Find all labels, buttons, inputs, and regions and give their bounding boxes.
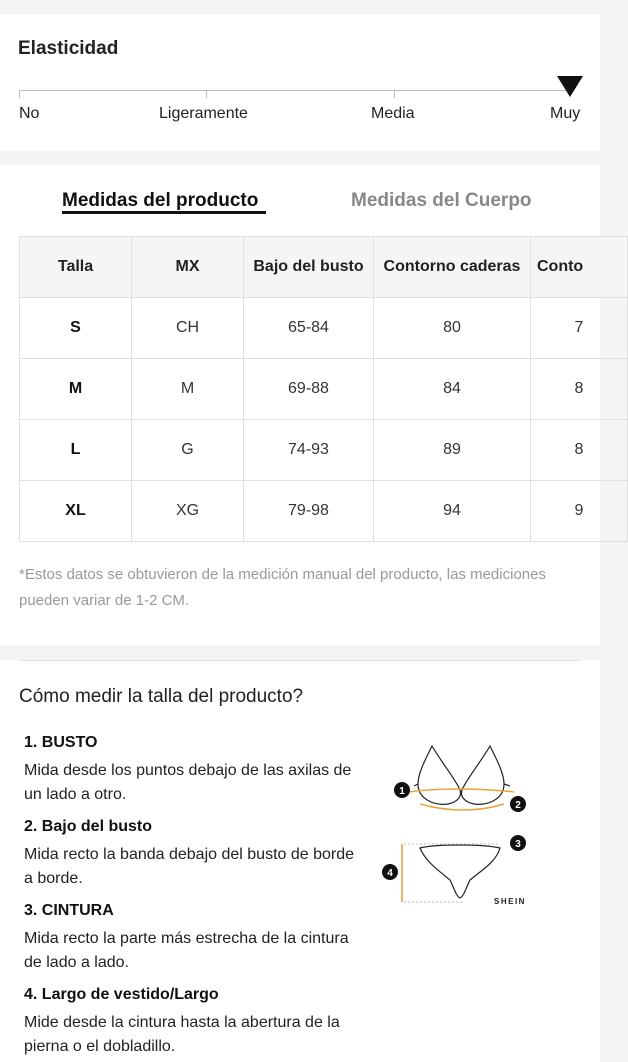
- marker-3-label: 3: [515, 839, 521, 850]
- marker-1-label: 1: [399, 786, 405, 797]
- tab-body-measurements[interactable]: Medidas del Cuerpo: [351, 190, 532, 211]
- step-description: Mida desde los puntos debajo de las axilas de un lado a otro.: [24, 762, 352, 803]
- divider: [19, 660, 581, 661]
- elasticity-tick: [394, 90, 395, 98]
- underbust-line: [420, 804, 504, 810]
- tab-product-measurements[interactable]: Medidas del producto: [62, 190, 259, 211]
- table-row: [20, 298, 628, 359]
- marker-2-label: 2: [515, 800, 521, 811]
- cell-bajo-busto: 69-88: [244, 359, 374, 420]
- step-bajo-busto: [24, 818, 354, 891]
- cell-contorno-caderas: 89: [374, 420, 531, 481]
- step-busto: [24, 734, 354, 807]
- cell-mx: G: [132, 420, 244, 481]
- cell-size: S: [20, 298, 132, 359]
- cell-contorno-caderas: 84: [374, 359, 531, 420]
- cell-size: XL: [20, 481, 132, 542]
- size-chart-card: [0, 165, 600, 645]
- cell-bajo-busto: 65-84: [244, 298, 374, 359]
- cell-size: M: [20, 359, 132, 420]
- step-largo: [24, 986, 354, 1059]
- bikini-measurement-diagram: [378, 740, 538, 910]
- active-tab-indicator: [62, 211, 266, 214]
- marker-3-icon: [510, 835, 526, 851]
- cell-mx: CH: [132, 298, 244, 359]
- step-description: Mida recto la banda debajo del busto de borde a borde.: [24, 846, 355, 887]
- elasticity-tick: [19, 90, 20, 98]
- how-to-measure-card: [0, 660, 600, 1062]
- cell-mx: M: [132, 359, 244, 420]
- cell-partial: 8: [531, 359, 628, 420]
- col-header-contorno-partial: Conto: [531, 237, 628, 298]
- elasticity-level-no: No: [19, 105, 40, 122]
- cell-partial: 7: [531, 298, 628, 359]
- elasticity-level-ligeramente: Ligeramente: [159, 105, 248, 122]
- elasticity-tick: [206, 90, 207, 98]
- col-header-bajo-busto: Bajo del busto: [244, 237, 374, 298]
- marker-4-icon: [382, 864, 398, 880]
- step-heading: 3. CINTURA: [24, 902, 114, 919]
- bra-outline-icon: [414, 746, 510, 804]
- table-row: [20, 420, 628, 481]
- marker-2-icon: [510, 796, 526, 812]
- bikini-bottom-outline-icon: [420, 845, 500, 898]
- cell-size: L: [20, 420, 132, 481]
- step-heading: 1. BUSTO: [24, 734, 98, 751]
- table-row: [20, 359, 628, 420]
- cell-contorno-caderas: 94: [374, 481, 531, 542]
- step-heading: 4. Largo de vestido/Largo: [24, 986, 219, 1003]
- elasticity-card: [0, 14, 600, 151]
- step-description: Mide desde la cintura hasta la abertura de la pierna o el dobladillo.: [24, 1014, 340, 1055]
- table-row: [20, 481, 628, 542]
- elasticity-level-media: Media: [371, 105, 415, 122]
- cell-contorno-caderas: 80: [374, 298, 531, 359]
- how-to-measure-title: Cómo medir la talla del producto?: [19, 686, 304, 707]
- cell-partial: 9: [531, 481, 628, 542]
- cell-bajo-busto: 74-93: [244, 420, 374, 481]
- col-header-talla: Talla: [20, 237, 132, 298]
- cell-partial: 8: [531, 420, 628, 481]
- elasticity-level-muy: Muy: [550, 105, 581, 122]
- col-header-mx: MX: [132, 237, 244, 298]
- elasticity-scale-line: [19, 90, 570, 91]
- cell-bajo-busto: 79-98: [244, 481, 374, 542]
- size-table: [19, 236, 628, 542]
- brand-logo: SHEIN: [494, 897, 526, 906]
- col-header-contorno-caderas: Contorno caderas: [374, 237, 531, 298]
- step-cintura: [24, 902, 354, 975]
- measurement-disclaimer: *Estos datos se obtuvieron de la medición manual del producto, las mediciones pueden variar de 1-2 CM.: [19, 566, 546, 609]
- step-heading: 2. Bajo del busto: [24, 818, 153, 835]
- step-description: Mida recto la parte más estrecha de la cintura de lado a lado.: [24, 930, 349, 971]
- size-table-scroll[interactable]: [19, 236, 584, 543]
- marker-1-icon: [394, 782, 410, 798]
- cell-mx: XG: [132, 481, 244, 542]
- marker-4-label: 4: [387, 868, 393, 879]
- elasticity-selected-marker-icon: [557, 76, 583, 97]
- elasticity-title: Elasticidad: [18, 38, 119, 59]
- table-header-row: [20, 237, 628, 298]
